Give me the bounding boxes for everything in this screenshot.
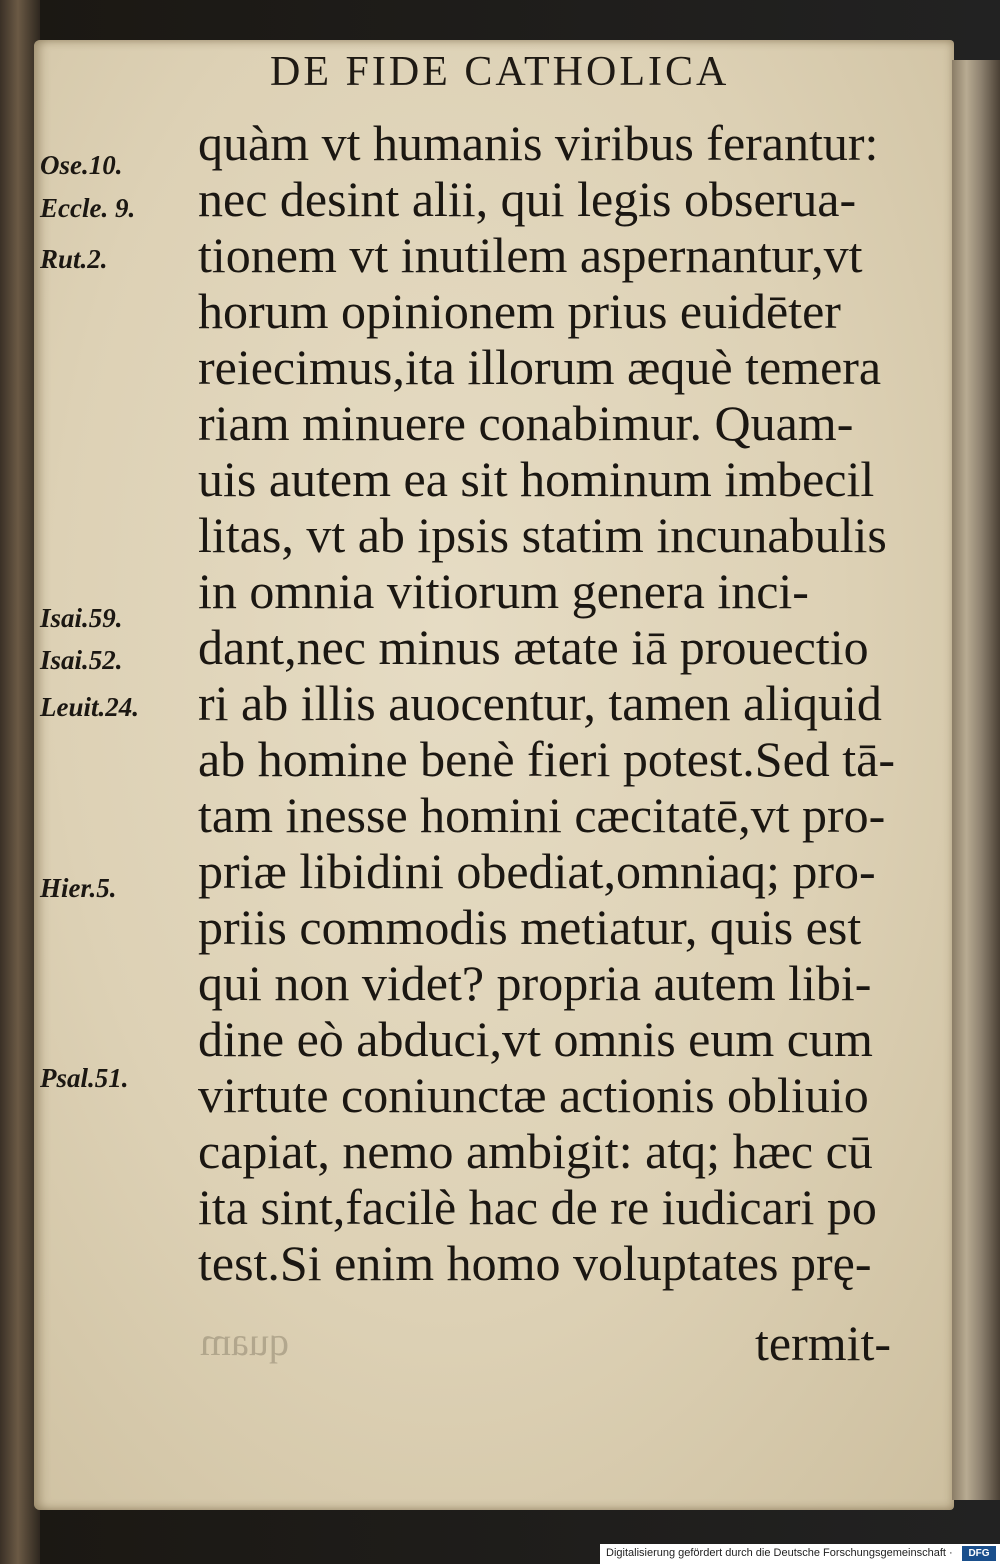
margin-note: Leuit.24. (40, 692, 139, 722)
text-line: ab homine benè fieri potest.Sed tā- (198, 731, 895, 787)
margin-note: Psal.51. (40, 1063, 129, 1093)
text-line: ita sint,facilè hac de re iudicari po (198, 1179, 877, 1235)
margin-note: Hier.5. (40, 873, 117, 903)
text-line: test.Si enim homo voluptates prę- (198, 1235, 872, 1291)
text-line: dant,nec minus ætate iā prouectio (198, 619, 869, 675)
text-line: virtute coniunctæ actionis obliuio (198, 1067, 869, 1123)
page-title: DE FIDE CATHOLICA (270, 49, 730, 95)
page-edges (952, 60, 1000, 1500)
margin-note: Isai.59. (40, 603, 123, 633)
text-line: capiat, nemo ambigit: atq; hæc cū (198, 1123, 873, 1179)
text-line: qui non videt? propria autem libi- (198, 955, 872, 1011)
margin-note: Rut.2. (40, 244, 108, 274)
margin-note: Ose.10. (40, 150, 123, 180)
text-line: tionem vt inutilem aspernantur,vt (198, 227, 863, 283)
text-line: riam minuere conabimur. Quam- (198, 395, 854, 451)
text-line: uis autem ea sit hominum imbecil (198, 451, 875, 507)
text-line: tam inesse homini cæcitatē,vt pro- (198, 787, 886, 843)
text-line: priæ libidini obediat,omniaq; pro- (198, 843, 876, 899)
bleed-through-text: quam (200, 1319, 289, 1364)
margin-note: Eccle. 9. (40, 193, 136, 223)
text-line: reiecimus,ita illorum æquè temera (198, 339, 882, 395)
text-line: quàm vt humanis viribus ferantur: (198, 115, 879, 171)
text-line: priis commodis metiatur, quis est (198, 899, 862, 955)
catchword: termit- (755, 1315, 892, 1371)
text-line: dine eò abduci,vt omnis eum cum (198, 1011, 873, 1067)
credit-text: Digitalisierung gefördert durch die Deutsche Forschungsgemeinschaft · (606, 1547, 953, 1559)
dfg-logo-icon: DFG (962, 1546, 996, 1561)
text-line: in omnia vitiorum genera inci- (198, 563, 809, 619)
text-line: nec desint alii, qui legis obserua- (198, 171, 857, 227)
text-line: ri ab illis auocentur, tamen aliquid (198, 675, 882, 731)
margin-note: Isai.52. (40, 645, 123, 675)
text-line: horum opinionem prius euidēter (198, 283, 841, 339)
text-line: litas, vt ab ipsis statim incunabulis (198, 507, 887, 563)
